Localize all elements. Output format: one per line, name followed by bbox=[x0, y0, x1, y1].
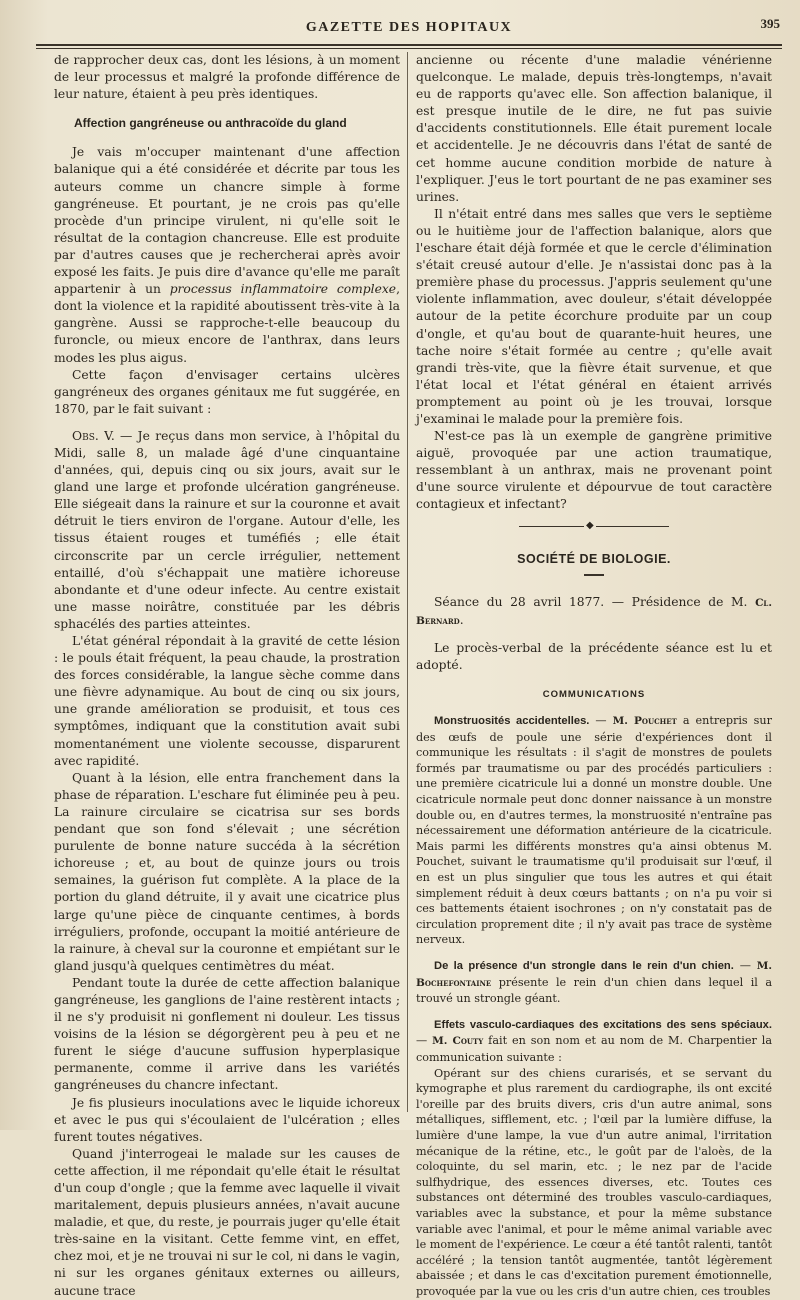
communication-2-title: De la présence d'un strongle dans le rein d'un chien. bbox=[434, 960, 734, 972]
column-divider bbox=[407, 52, 408, 1112]
communication-1-title: Monstruosités accidentelles. bbox=[434, 715, 590, 728]
communication-1-text: a entrepris sur des œufs de poule une série d'expériences dont il communique les résultats : il s'agit de monstres de poulets formés par traumatisme ou par des procédés particuliers : une première cicatricule lui a donné un monstre double. Une cicatricule normale peut donc donner naissance à un monstre double ou, en d'autres termes, la monstruosité n'entraîne pas nécessairement une déformation antérieure de la cicatricule. Mais parmi les différents monstres qu'a ainsi obtenus M. Pouchet, suivant le traumatisme qu'il produisait sur l'œuf, il en est un plus singulier que tous les autres et qui était simplement réduit à deux cœurs battants ; on n'a pu voir si ces battements étaient isochrones ; on n'y constatait pas de circulation proprement dite ; il n'y avait pas trace de système nerveux. bbox=[416, 714, 772, 947]
left-paragraph-9: Quand j'interrogeai le malade sur les causes de cette affection, il me répondait qu'elle était le résultat d'un coup d'ongle ; que la femme avec laquelle il vivait maritalement, depuis plusieurs années, n'avait aucune maladie, et que, du reste, je pourrais juger qu'elle était très-saine en la visitant. Cette femme vint, en effet, chez moi, et je ne trouvai ni sur le col, ni dans le vagin, ni sur les organes génitaux externes ou ailleurs, aucune trace bbox=[54, 1146, 400, 1298]
communication-2 bbox=[416, 958, 772, 1007]
session-president: Cl. Bernard bbox=[416, 596, 772, 627]
header-rule-thin bbox=[36, 48, 782, 49]
left-paragraph-7: Pendant toute la durée de cette affection balanique gangréneuse, les ganglions de l'aine restèrent intacts ; il ne s'y produisit ni gonflement ni douleur. Les tissus voisins de la lésion se dégorgèrent peu à peu et ne furent le siége d'aucune suffusion hyperplasique permanente, comme il arrive dans les variétés gangréneuses du chancre infectant. bbox=[54, 975, 400, 1093]
society-title: SOCIÉTÉ DE BIOLOGIE. bbox=[517, 551, 671, 566]
left-paragraph-2-italic: processus inflammatoire complexe bbox=[169, 282, 397, 297]
session-text: Séance du 28 avril 1877. — Présidence de M. bbox=[434, 594, 748, 609]
left-paragraph-2-b: , dont la violence et la rapidité aboutissent très-vite à la gangrène. Aussi se rapproche-t-elle beaucoup du furoncle, ou mieux encore de l'anthrax, dans leurs modes les plus aigus. bbox=[54, 282, 400, 365]
left-paragraph-2-a: Je vais m'occuper maintenant d'une affection balanique qui a été considérée et décrite par tous les auteurs comme un chancre simple à forme gangréneuse. Et pourtant, je ne crois pas qu'elle procède d'un principe virulent, ni qu'elle soit le résultat de la contagion chancreuse. Elle est produite par d'autres causes que je rechercherai après avoir exposé les faits. Je puis dire d'avance qu'elle me paraît appartenir à un bbox=[54, 145, 400, 297]
spacer bbox=[416, 1007, 772, 1017]
communication-3-title: Effets vasculo-cardiaques des excitations des sens spéciaux. bbox=[434, 1018, 772, 1031]
session-line bbox=[416, 594, 772, 630]
left-paragraph-5: L'état général répondait à la gravité de cette lésion : le pouls était fréquent, la peau chaude, la prostration des forces considérable, la langue sèche comme dans une fièvre adynamique. Au bout de cinq ou six jours, une grande amélioration se produisit, et tous ces symptômes, indiquant que la constitution avait subi momentanément une violente secousse, disparurent avec rapidité. bbox=[54, 634, 400, 768]
observation-text: — Je reçus dans mon service, à l'hôpital du Midi, salle 8, un malade âgé d'une cinquantaine d'années, qui, depuis cinq ou six jours, avait sur le gland une large et profonde ulcération gangréneuse. Elle siégeait dans la rainure et sur la couronne et avait détruit le tiers environ de l'organe. Autour d'elle, les tissus étaient rouges et tuméfiés ; elle était circonscrite par un cercle irrégulier, nettement entaillé, d'où s'échappait une matière ichoreuse abondante et d'une odeur infecte. Au centre existait une masse noirâtre, constituée par les débris sphacélés des parties atteintes. bbox=[54, 428, 400, 631]
minutes-line: Le procès-verbal de la précédente séance est lu et adopté. bbox=[416, 640, 772, 672]
running-title: GAZETTE DES HOPITAUX bbox=[305, 20, 513, 35]
left-paragraph-8: Je fis plusieurs inoculations avec le liquide ichoreux et avec le pus qui s'écoulaient de l'ulcération ; elles furent toutes négatives. bbox=[54, 1095, 400, 1144]
left-paragraph-2 bbox=[54, 144, 400, 366]
communication-3-text: fait en son nom et au nom de M. Charpentier la communication suivante : bbox=[416, 1034, 772, 1064]
right-paragraph-2: Il n'était entré dans mes salles que vers le septième ou le huitième jour de l'affection balanique, alors que l'eschare était déjà formée et que le cercle d'élimination s'était creusé autour d'elle. Je n'assistai donc pas à la première phase du processus. J'appris seulement qu'une violente inflammation, avec douleur, s'était développée autour de la petite écorchure produite par un coup d'ongle, et qu'au bout de quarante-huit heures, une tache noire s'était formée au centre ; qu'elle avait grandi très-vite, que la fièvre était survenue, et que l'état local et l'état général en étaient arrivés promptement au point où je les trouvai, lorsque j'examinai le malade pour la première fois. bbox=[416, 206, 772, 426]
communication-3-author: M. Couty bbox=[432, 1035, 484, 1048]
session-end: . bbox=[459, 612, 464, 627]
header-rule bbox=[36, 44, 782, 46]
communication-2-dash: — bbox=[733, 959, 757, 972]
communication-1-author: M. Pouchet bbox=[612, 715, 677, 728]
right-paragraph-3: N'est-ce pas là un exemple de gangrène primitive aiguë, provoquée par une action traumatique, ressemblant à un anthrax, mais ne provenant point d'une source virulente et dépourvue de tout caractère contagieux et infectant? bbox=[416, 429, 772, 512]
short-rule bbox=[584, 574, 604, 576]
spacer bbox=[54, 418, 400, 428]
left-paragraph-6: Quant à la lésion, elle entra franchement dans la phase de réparation. L'eschare fut éliminée peu à peu. La rainure circulaire se cicatrisa sur ses bords pendant que son fond s'élevait ; une sécrétion purulente de bonne nature succéda à la sécrétion ichoreuse ; et, au bout de quinze jours ou trois semaines, la guérison fut complète. A la place de la portion du gland détruite, il y avait une cicatrice plus large qu'une pièce de cinquante centimes, à bords irréguliers, profonde, occupant la moitié antérieure de la rainure, à cheval sur la couronne et empiétant sur le gland jusqu'à quelques centimètres du méat. bbox=[54, 770, 400, 973]
communication-3 bbox=[416, 1017, 772, 1066]
ornament-diamond: ◆ bbox=[586, 519, 594, 531]
left-paragraph-3: Cette façon d'envisager certains ulcères gangréneux des organes génitaux me fut suggérée, en 1870, par le fait suivant : bbox=[54, 367, 400, 416]
page-number: 395 bbox=[760, 16, 780, 31]
observation-label: Obs. V. bbox=[72, 428, 115, 443]
communication-1 bbox=[416, 713, 772, 948]
communication-2-text: présente le rein d'un chien dans lequel il a trouvé un strongle géant. bbox=[416, 975, 772, 1006]
spacer bbox=[416, 630, 772, 640]
communication-3-body: Opérant sur des chiens curarisés, et se servant du kymographe et plus rarement du cardiographe, ils ont excité l'oreille par des bruits divers, cris d'un autre animal, sons métalliques, sifflement, etc. ; l'œil par la lumière diffuse, la lumière d'une lampe, la vue d'un autre animal, l'irritation mécanique de la rétine, etc., le goût par de l'aloès, de la coloquinte, du sel marin, etc. ; le nez par de l'acide sulfhydrique, des essences diverses, etc. Toutes ces substances ont déterminé des troubles vasculo-cardiaques, variables avec la substance, et pour la même substance variable avec l'animal, et pour le même animal variable avec le moment de l'expérience. Le cœur a été tantôt ralenti, tantôt accéléré ; la tension tantôt augmentée, tantôt légèrement abaissée ; et dans le cas d'excitation purement émotionnelle, provoquée par la vue ou les cris d'un autre chien, ces troubles bbox=[416, 1066, 772, 1298]
communication-2-author: M. Bochefontaine bbox=[416, 960, 772, 989]
left-paragraph-1: de rapprocher deux cas, dont les lésions, à un moment de leur processus et malgré la profonde différence de leur nature, étaient à peu près identiques. bbox=[54, 53, 400, 102]
communication-3-dash: — bbox=[416, 1034, 433, 1048]
section-title: Affection gangréneuse ou anthracoïde du gland bbox=[74, 116, 347, 131]
communication-1-dash: — bbox=[589, 714, 613, 728]
right-column bbox=[416, 52, 772, 1299]
observation-paragraph bbox=[54, 428, 400, 633]
spacer bbox=[416, 948, 772, 958]
ornament-rule bbox=[519, 519, 669, 531]
right-paragraph-1: ancienne ou récente d'une maladie vénérienne quelconque. Le malade, depuis très-longtemps, n'avait eu de rapports qu'avec elle. Son affection balanique, il est presque inutile de le dire, ne fut pas suivie d'accidents constitutionnels. Elle était purement locale et accidentelle. Je ne découvris dans l'état de santé de cet homme aucune condition morbide de nature à l'expliquer. J'eus le tort pourtant de ne pas examiner ses urines. bbox=[416, 53, 772, 204]
left-column bbox=[54, 52, 400, 1300]
page-header bbox=[36, 12, 782, 48]
communications-heading: COMMUNICATIONS bbox=[542, 689, 646, 700]
